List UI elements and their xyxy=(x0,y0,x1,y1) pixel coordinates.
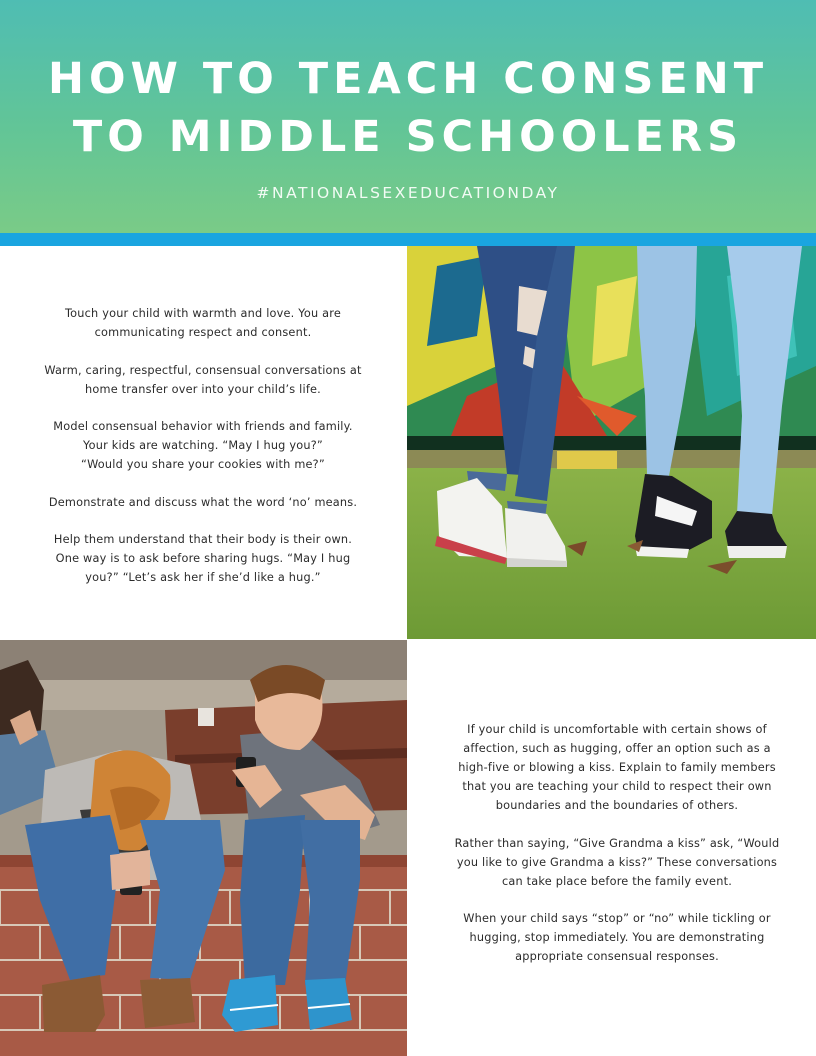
paragraph xyxy=(42,530,364,587)
text-line: Demonstrate and discuss what the word ‘no’ means. xyxy=(48,495,358,509)
paragraph xyxy=(452,909,782,966)
text-line: you?” “Let’s ask her if she’d like a hug.” xyxy=(85,571,321,584)
text-line: appropriate consensual responses. xyxy=(515,950,719,963)
text-line: hugging, stop immediately. You are demonstrating xyxy=(469,931,765,944)
text-line: that you are teaching your child to respect their own xyxy=(462,780,772,793)
accent-divider xyxy=(0,233,816,246)
title-line-1: HOW TO TEACH CONSENT xyxy=(47,54,769,104)
text-line: When your child says “stop” or “no” while tickling or xyxy=(463,912,771,925)
paragraph xyxy=(42,493,364,512)
text-line: Your kids are watching. “May I hug you?” xyxy=(83,439,323,452)
page-title xyxy=(0,50,816,166)
consent-tips-section-2 xyxy=(452,720,782,966)
title-line-2: TO MIDDLE SCHOOLERS xyxy=(72,112,744,162)
paragraph xyxy=(42,361,364,399)
text-line: Warm, caring, respectful, consensual conversations at xyxy=(44,363,362,377)
text-line: If your child is uncomfortable with certain shows of xyxy=(467,723,767,736)
text-line: Rather than saying, “Give Grandma a kiss” ask, “Would xyxy=(454,836,780,850)
hashtag: #NATIONALSEXEDUCATIONDAY xyxy=(256,184,560,202)
paragraph xyxy=(452,834,782,891)
text-line: Touch your child with warmth and love. You are xyxy=(64,307,341,320)
text-line: can take place before the family event. xyxy=(501,874,732,888)
text-line: boundaries and the boundaries of others. xyxy=(495,799,739,812)
consent-tips-section-1 xyxy=(42,304,364,587)
photo-two-boys-on-phones xyxy=(0,640,407,1056)
text-line: Help them understand that their body is their own. xyxy=(53,533,353,546)
text-line: Model consensual behavior with friends and family. xyxy=(53,420,353,433)
header-banner xyxy=(0,0,816,233)
text-line: One way is to ask before sharing hugs. “May I hug xyxy=(55,552,351,565)
text-line: you like to give Grandma a kiss?” These conversations xyxy=(456,855,778,869)
text-line: home transfer over into your child’s life. xyxy=(85,382,321,396)
photo-legs-sneakers-graffiti xyxy=(407,246,816,639)
paragraph xyxy=(42,417,364,474)
text-line: affection, such as hugging, offer an option such as a xyxy=(463,742,771,755)
paragraph xyxy=(452,720,782,815)
text-line: “Would you share your cookies with me?” xyxy=(81,458,325,471)
text-line: communicating respect and consent. xyxy=(94,326,312,339)
paragraph xyxy=(42,304,364,342)
text-line: high-five or blowing a kiss. Explain to family members xyxy=(458,761,776,774)
